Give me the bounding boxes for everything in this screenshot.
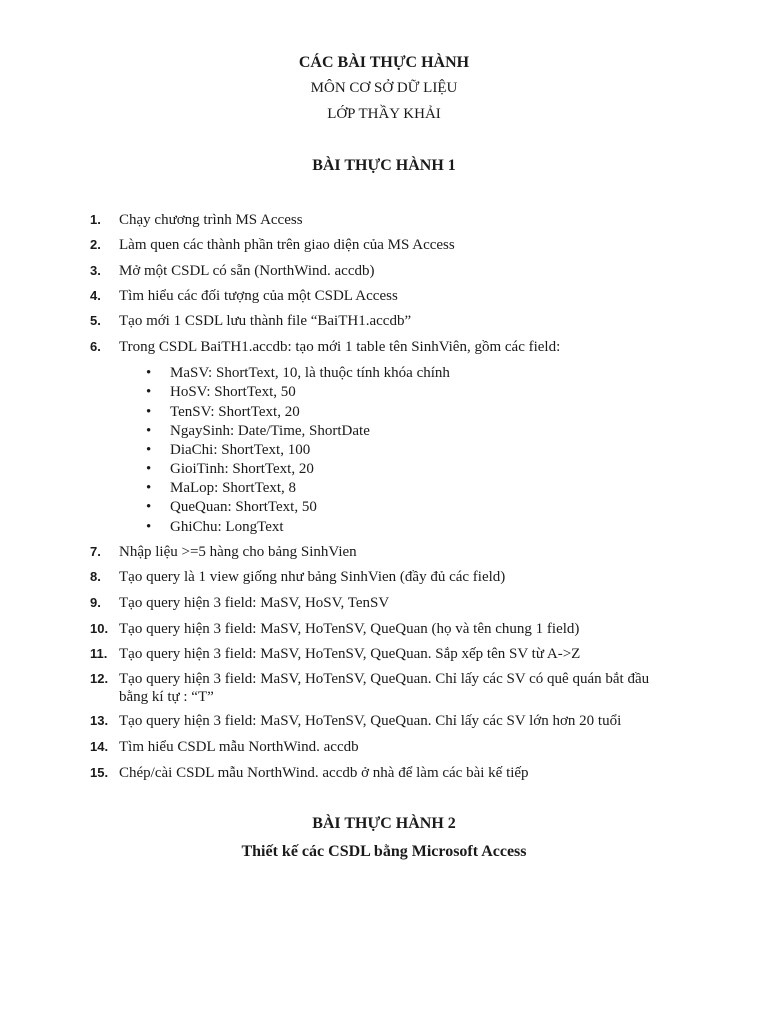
item-text: Mở một CSDL có sẵn (NorthWind. accdb) [119,263,375,279]
item-text: Làm quen các thành phần trên giao diện của MS Access [119,237,455,253]
item-number: 8. [90,569,101,584]
item-number: 1. [90,212,101,227]
item-number: 11. [90,646,108,661]
bullet-icon: • [146,423,152,439]
item-text: Tạo query hiện 3 field: MaSV, HoSV, TenSV [119,595,390,611]
item-number: 3. [90,263,101,278]
item-text: Chép/cài CSDL mẫu NorthWind. accdb ở nhà để làm các bài kế tiếp [119,765,529,781]
item-number: 5. [90,313,101,328]
item-text: Tạo query hiện 3 field: MaSV, HoTenSV, QueQuan (họ và tên chung 1 field) [119,621,580,637]
item-number: 10. [90,621,109,636]
item-number: 6. [90,339,101,354]
document-title: CÁC BÀI THỰC HÀNH [298,54,470,71]
item-text: Trong CSDL BaiTH1.accdb: tạo mới 1 table tên SinhViên, gồm các field: [119,339,561,355]
field-text: HoSV: ShortText, 50 [170,384,296,400]
field-text: GioiTinh: ShortText, 20 [170,461,314,477]
section2-subheading: Thiết kế các CSDL bằng Microsoft Access [241,843,527,860]
bullet-icon: • [146,499,152,515]
item-number: 4. [90,288,101,303]
item-text: Tạo query hiện 3 field: MaSV, HoTenSV, QueQuan. Sắp xếp tên SV từ A->Z [119,646,581,662]
bullet-icon: • [146,480,152,496]
field-text: GhiChu: LongText [170,519,284,535]
item-text: Tạo mới 1 CSDL lưu thành file “BaiTH1.accdb” [119,313,412,329]
class-line: LỚP THẦY KHẢI [327,106,441,122]
bullet-icon: • [146,519,152,535]
bullet-icon: • [146,365,152,381]
bullet-icon: • [146,442,152,458]
field-text: MaSV: ShortText, 10, là thuộc tính khóa chính [170,365,450,381]
bullet-icon: • [146,461,152,477]
item-number: 9. [90,595,101,610]
item-text: Chạy chương trình MS Access [119,212,303,228]
bullet-icon: • [146,384,152,400]
item-text: Tìm hiểu các đối tượng của một CSDL Access [119,288,398,304]
item-number: 14. [90,739,109,754]
item-text: Tìm hiểu CSDL mẫu NorthWind. accdb [119,739,359,755]
section1-heading: BÀI THỰC HÀNH 1 [312,157,456,174]
item-number: 15. [90,765,109,780]
field-text: MaLop: ShortText, 8 [170,480,297,496]
field-text: NgaySinh: Date/Time, ShortDate [170,423,370,439]
field-text: TenSV: ShortText, 20 [170,404,300,420]
item-text: Nhập liệu >=5 hàng cho bảng SinhVien [119,544,357,560]
field-text: DiaChi: ShortText, 100 [170,442,311,458]
item-text: Tạo query hiện 3 field: MaSV, HoTenSV, QueQuan. Chỉ lấy các SV lớn hơn 20 tuổi [119,713,622,729]
item-number: 13. [90,713,109,728]
item-text: Tạo query hiện 3 field: MaSV, HoTenSV, QueQuan. Chỉ lấy các SV có quê quán bắt đầu bằng kí tự : “T” [119,671,650,705]
field-text: QueQuan: ShortText, 50 [170,499,317,515]
item-number: 7. [90,544,101,559]
item-text: Tạo query là 1 view giống như bảng SinhVien (đầy đủ các field) [119,569,506,585]
section2-heading: BÀI THỰC HÀNH 2 [312,815,456,832]
bullet-icon: • [146,404,152,420]
item-number: 12. [90,671,109,686]
subject-line: MÔN CƠ SỞ DỮ LIỆU [310,80,458,96]
item-number: 2. [90,237,101,252]
